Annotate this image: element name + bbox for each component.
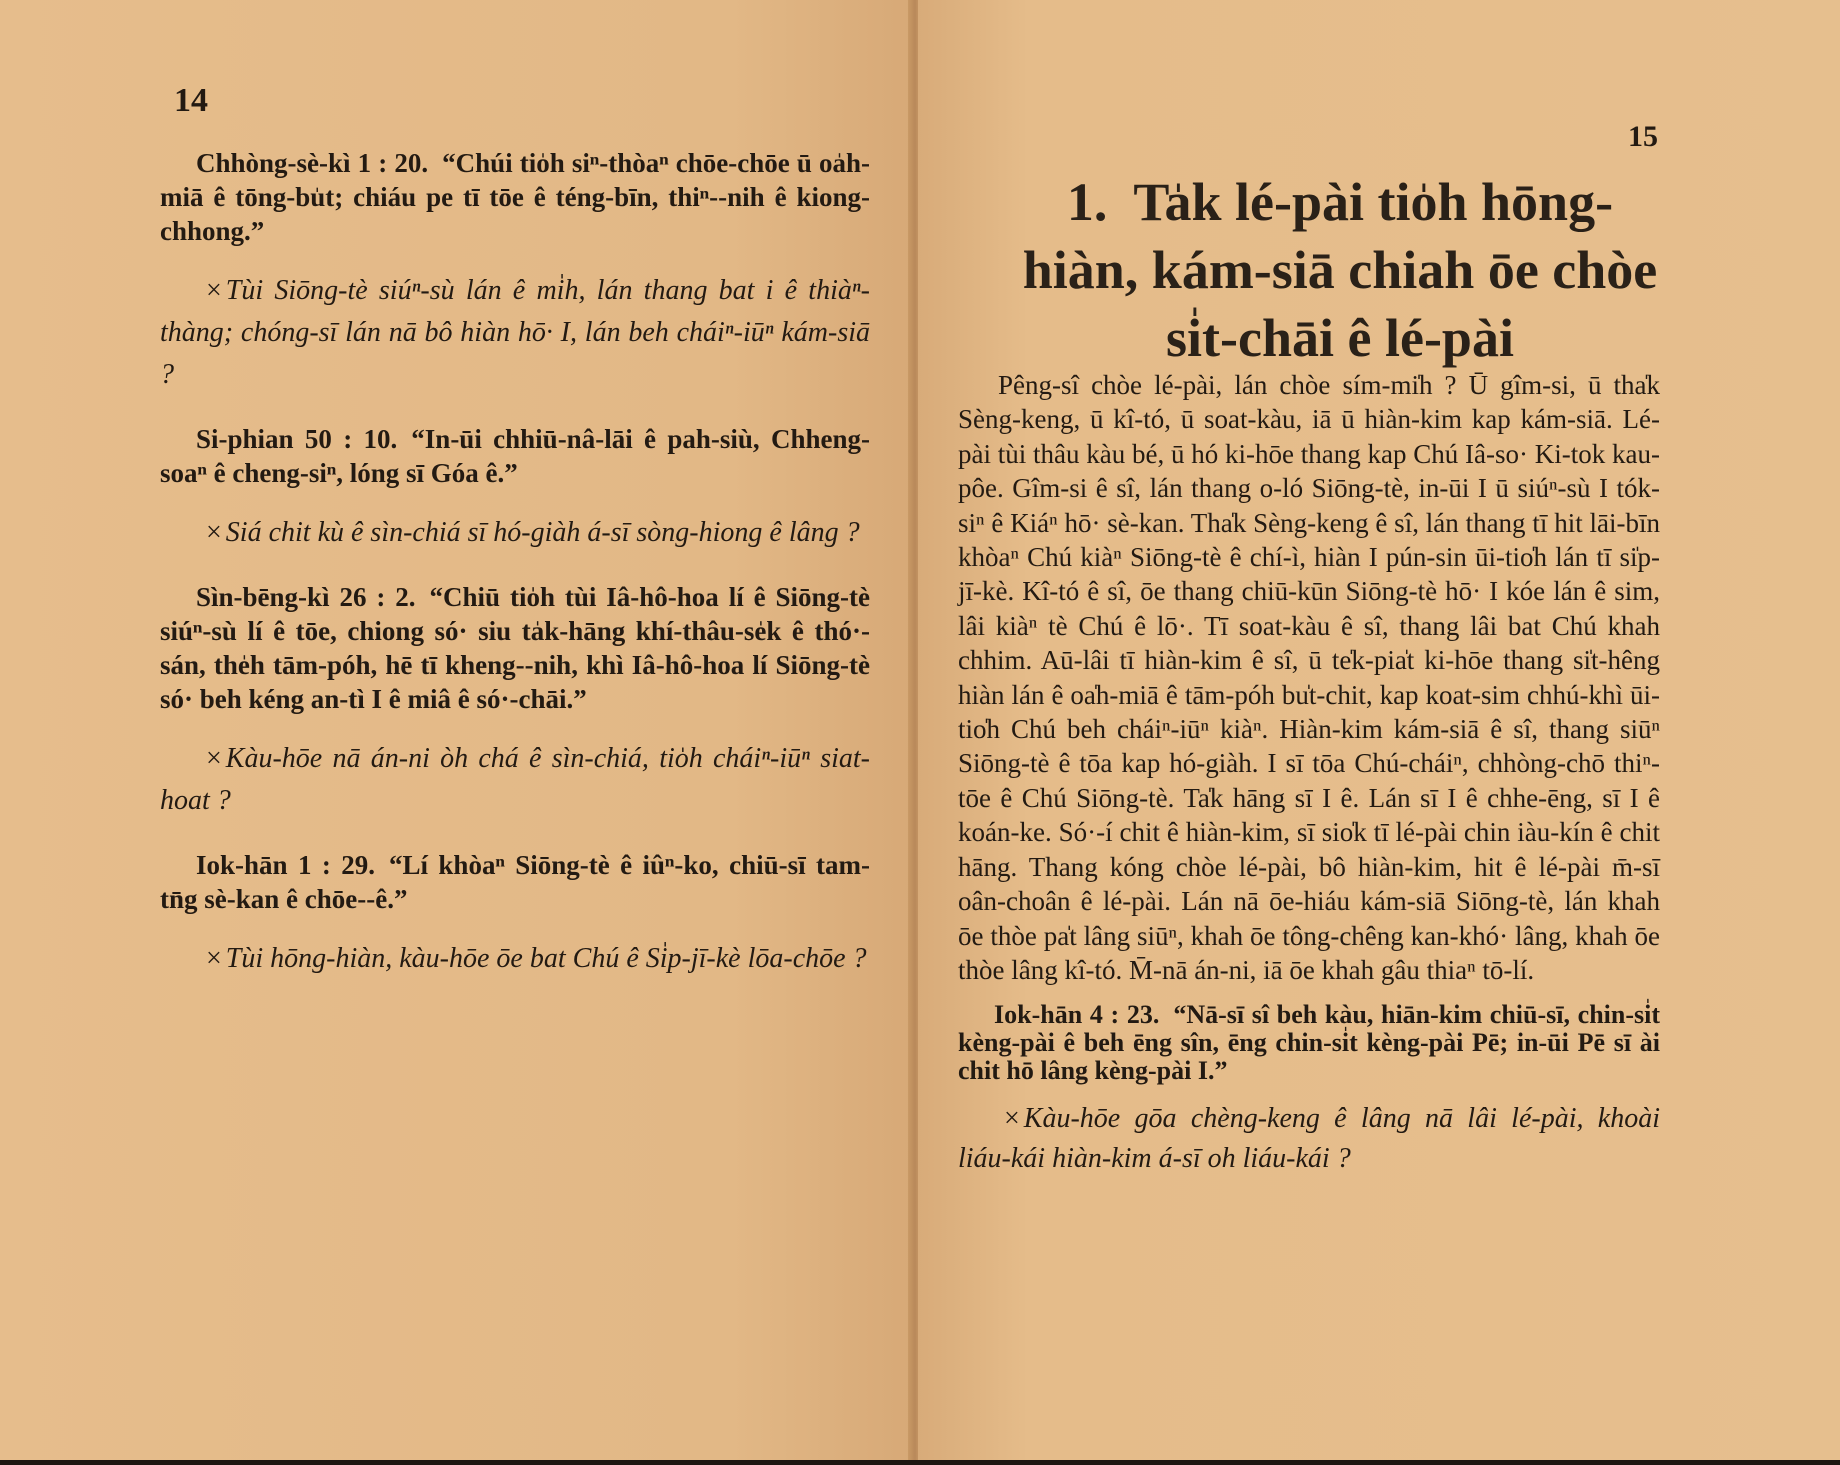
- question-text: Siá chit kù ê sìn-chiá sī hó-giàh á-sī sòng-hiong ê lâng ?: [225, 517, 860, 548]
- verse-reference: Si-phian 50 : 10.: [196, 424, 398, 454]
- left-column: [160, 146, 870, 1006]
- verse-text: “Chiū tio̍h tùi Iâ-hô-hoa lí ê Siōng-tè siúⁿ-sù lí ê tōe, chiong só· siu ta̍k-hāng khí-thâu-se̍k ê thó·-sán, the̍h tām-póh, hē tī kheng--nih, khì Iâ-hô-hoa lí Siōng-tè só· beh kéng an-tì I ê miâ ê só·-chāi.”: [160, 582, 871, 714]
- question-text: Tùi Siōng-tè siúⁿ-sù lán ê mi̍h, lán thang bat i ê thiàⁿ-thàng; chóng-sī lán nā bô hiàn hō· I, lán beh cháiⁿ-iūⁿ kám-siā ?: [160, 275, 870, 390]
- verse: [160, 848, 870, 916]
- body-paragraph: Pêng-sî chòe lé-pài, lán chòe sím-mi̍h ? Ū gîm-si, ū tha̍k Sèng-keng, ū kî-tó, ū soat-kàu, iā ū hiàn-kim kap kám-siā. Lé-pài tùi thâu kàu bé, ū hó ki-hōe thang kap Chú Iâ-so· Ki-tok kau-pôe. Gîm-si ê sî, lán thang o-ló Siōng-tè, in-ūi I ū siúⁿ-sù I tók-siⁿ ê Kiáⁿ hō· sè-kan. Tha̍k Sèng-keng ê sî, lán thang tī hit lāi-bīn khòaⁿ Chú kiàⁿ Siōng-tè ê chí-ì, hiàn I pún-sin ūi-tio̍h lán tī si̍p-jī-kè. Kî-tó ê sî, ōe thang chiū-kūn Siōng-tè hō· I kóe lán ê sim, lâi kiàⁿ tè Chú ê lō·. Tī soat-kàu ê sî, thang lâi bat Chú khah chhim. Aū-lâi tī hiàn-kim ê sî, ū te̍k-pia̍t ki-hōe thang si̍t-hêng hiàn lán ê oa̍h-miā ê tām-póh bu̍t-chit, kap koat-sim chhú-khì ūi-tio̍h Chú beh cháiⁿ-iūⁿ kiàⁿ. Hiàn-kim kám-siā ê sî, thang siūⁿ Siōng-tè ê tōa kap hó-giàh. I sī tōa Chú-cháiⁿ, chhòng-chō thiⁿ-tōe ê Chú Siōng-tè. Ta̍k hāng sī I ê. Lán sī I ê chhe-ēng, sī I ê koán-ke. Só·-í chit ê hiàn-kim, sī sio̍k tī lé-pài chin iàu-kín ê chit hāng. Thang kóng chòe lé-pài, bô hiàn-kim, hit ê lé-pài m̄-sī oân-choân ê lé-pài. Lán nā ōe-hiáu kám-siā Siōng-tè, lán khah ōe thòe pa̍t lâng siūⁿ, khah ōe tông-chêng kan-khó· lâng, khah ōe thòe lâng kî-tó. M̄-nā án-ni, iā ōe khah gâu thiaⁿ tō-lí.: [958, 370, 1660, 985]
- cross-mark-icon: ×: [206, 743, 222, 774]
- verse-text: “Chúi tio̍h siⁿ-thòaⁿ chōe-chōe ū oa̍h-miā ê tōng-bu̍t; chiáu pe tī tōe ê téng-bīn, thiⁿ--nih ê kiong-chhong.”: [160, 148, 870, 246]
- page-number: 14: [174, 82, 208, 119]
- question-text: Kàu-hōe gōa chèng-keng ê lâng nā lâi lé-pài, khoài liáu-kái hiàn-kim á-sī oh liáu-kái ?: [958, 1103, 1660, 1175]
- chapter-title: [1010, 168, 1670, 372]
- verse: [160, 580, 870, 716]
- verse-text: “In-ūi chhiū-nâ-lāi ê pah-siù, Chheng-soaⁿ ê cheng-siⁿ, lóng sī Góa ê.”: [160, 424, 870, 488]
- cross-mark-icon: ×: [206, 517, 222, 548]
- study-question: [160, 512, 870, 554]
- verse-text: “Lí khòaⁿ Siōng-tè ê iûⁿ-ko, chiū-sī tam-tn̄g sè-kan ê chōe--ê.”: [160, 850, 870, 914]
- question-text: Kàu-hōe nā án-ni òh chá ê sìn-chiá, tio̍h cháiⁿ-iūⁿ siat-hoat ?: [160, 743, 870, 816]
- verse-reference: Iok-hān 4 : 23.: [994, 1000, 1160, 1030]
- verse-text: “Nā-sī sî beh kàu, hiān-kim chiū-sī, chin-si̍t kèng-pài ê beh ēng sîn, ēng chin-si̍t kèng-pài Pē; in-ūi Pē sī ài chit hō lâng kèng-pài I.”: [958, 1000, 1660, 1086]
- verse-reference: Sìn-bēng-kì 26 : 2.: [196, 582, 416, 612]
- cross-mark-icon: ×: [206, 275, 222, 306]
- study-question: [160, 738, 870, 822]
- verse: [160, 422, 870, 490]
- study-question: [958, 1099, 1660, 1179]
- verse-reference: Chhòng-sè-kì 1 : 20.: [196, 148, 429, 178]
- cross-mark-icon: ×: [1004, 1103, 1020, 1135]
- scan-edge: [0, 1460, 1840, 1465]
- verse: [958, 1001, 1660, 1085]
- page-number: 15: [1628, 120, 1658, 153]
- chapter-number: 1.: [1066, 172, 1108, 232]
- study-question: [160, 270, 870, 396]
- right-column: [958, 368, 1660, 1205]
- chapter-title-text: Ta̍k lé-pài tio̍h hōng-hiàn, kám-siā chiah ōe chòe si̍t-chāi ê lé-pài: [1022, 172, 1658, 368]
- verse-reference: Iok-hān 1 : 29.: [196, 850, 375, 880]
- study-question: [160, 938, 870, 980]
- question-text: Tùi hōng-hiàn, kàu-hōe ōe bat Chú ê Si̍p-jī-kè lōa-chōe ?: [225, 943, 867, 974]
- verse: [160, 146, 870, 248]
- cross-mark-icon: ×: [206, 943, 222, 974]
- left-page: [0, 0, 912, 1462]
